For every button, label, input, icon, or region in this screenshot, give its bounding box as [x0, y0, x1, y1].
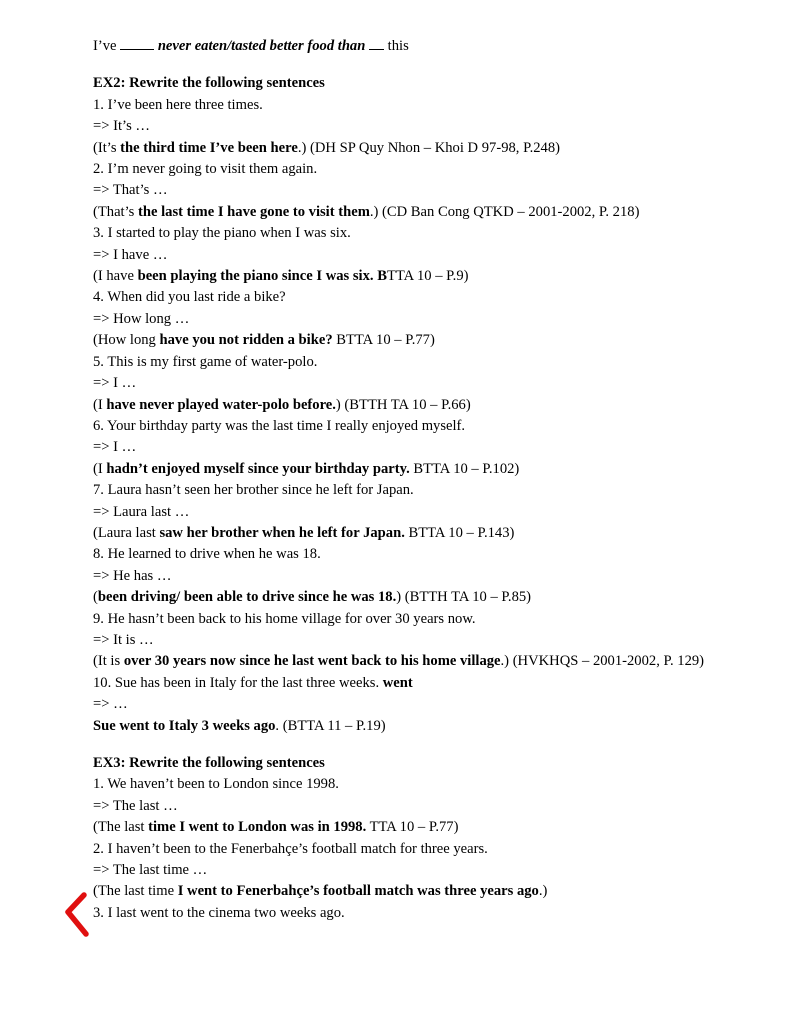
- prompt-line: => The last …: [93, 797, 178, 814]
- bold-text: I went to Fenerbahçe’s football match was three years ago: [177, 883, 539, 900]
- question-line: 4. When did you last ride a bike?: [93, 289, 286, 306]
- text-segment: .) (HVKHQS – 2001-2002, P. 129): [500, 653, 705, 670]
- text-segment: (I have: [93, 268, 138, 285]
- text-segment: .) (CD Ban Cong QTKD – 2001-2002, P. 218): [369, 203, 640, 220]
- document-content: [93, 36, 758, 924]
- text-segment: TTA 10 – P.77): [366, 819, 459, 836]
- text-segment: ) (BTTH TA 10 – P.66): [335, 396, 471, 413]
- answer-line: [93, 587, 758, 608]
- question-line: 6. Your birthday party was the last time I really enjoyed myself.: [93, 417, 466, 434]
- answer-line: [93, 459, 758, 480]
- prompt-line: => I …: [93, 375, 137, 392]
- text-segment: (Laura last: [93, 524, 160, 541]
- text-segment: (It is: [93, 653, 124, 670]
- answer-line: [93, 138, 758, 159]
- ex2-exercise-list: [93, 95, 758, 737]
- text-segment: (I: [93, 460, 107, 477]
- bold-text: time I went to London was in 1998.: [148, 819, 367, 836]
- text-segment: (It’s: [93, 139, 121, 156]
- prompt-line: => I have …: [93, 246, 168, 263]
- answer-line: [93, 330, 758, 351]
- question-line: 1. We haven’t been to London since 1998.: [93, 776, 339, 793]
- prompt-line: => That’s …: [93, 182, 168, 199]
- answer-line: [93, 266, 758, 287]
- bold-text: been driving/ been able to drive since he was 18.: [97, 589, 397, 606]
- text-segment: 10. Sue has been in Italy for the last three weeks.: [93, 674, 383, 691]
- answer-line: [93, 881, 758, 902]
- answer-line: [93, 817, 758, 838]
- question-line: [93, 673, 758, 694]
- prompt-line: => It’s …: [93, 118, 150, 135]
- text-segment: .) (DH SP Quy Nhon – Khoi D 97-98, P.248): [297, 139, 560, 156]
- text-segment: TTA 10 – P.9): [386, 268, 469, 285]
- bold-text: been playing the piano since I was six. B: [137, 268, 387, 285]
- prompt-line: => Laura last …: [93, 503, 190, 520]
- prompt-line: => It is …: [93, 631, 154, 648]
- spacer: [93, 737, 758, 753]
- text-segment: BTTA 10 – P.77): [332, 332, 435, 349]
- question-line: 1. I’ve been here three times.: [93, 96, 263, 113]
- intro-suffix: this: [387, 38, 409, 54]
- question-line: 5. This is my first game of water-polo.: [93, 353, 318, 370]
- text-segment: .): [538, 883, 548, 900]
- answer-line: [93, 395, 758, 416]
- question-line: 3. I started to play the piano when I was six.: [93, 225, 351, 242]
- bold-text: the last time I have gone to visit them: [138, 203, 370, 220]
- bold-text: went: [382, 674, 413, 691]
- spacer: [93, 57, 758, 73]
- intro-line: [93, 36, 758, 57]
- bold-text: the third time I’ve been here: [120, 139, 298, 156]
- prompt-line: => He has …: [93, 567, 172, 584]
- ex2-heading: EX2: Rewrite the following sentences: [93, 75, 325, 92]
- text-segment: (That’s: [93, 203, 138, 220]
- bold-text: have never played water-polo before.: [106, 396, 336, 413]
- bold-text: have you not ridden a bike?: [159, 332, 333, 349]
- text-segment: (How long: [93, 332, 160, 349]
- answer-line: [93, 202, 758, 223]
- question-line: 2. I’m never going to visit them again.: [93, 161, 318, 178]
- question-line: 8. He learned to drive when he was 18.: [93, 546, 321, 563]
- answer-line: [93, 716, 758, 737]
- text-segment: . (BTTA 11 – P.19): [275, 717, 386, 734]
- intro-prefix: I’ve: [93, 38, 117, 54]
- ex3-exercise-list: [93, 774, 758, 924]
- prompt-line: => I …: [93, 439, 137, 456]
- text-segment: (The last: [93, 819, 149, 836]
- answer-line: [93, 523, 758, 544]
- prompt-line: => The last time …: [93, 862, 208, 879]
- bold-text: Sue went to Italy 3 weeks ago: [93, 717, 276, 734]
- text-segment: ) (BTTH TA 10 – P.85): [396, 589, 532, 606]
- text-segment: (: [93, 589, 98, 606]
- blank-line: [120, 37, 154, 50]
- red-chevron-left-mark: [62, 892, 92, 938]
- intro-phrase: never eaten/tasted better food than: [157, 38, 366, 54]
- text-segment: BTTA 10 – P.143): [404, 524, 515, 541]
- text-segment: BTTA 10 – P.102): [409, 460, 520, 477]
- question-line: 2. I haven’t been to the Fenerbahçe’s football match for three years.: [93, 840, 488, 857]
- question-line: 3. I last went to the cinema two weeks ago.: [93, 904, 345, 921]
- ex3-heading: EX3: Rewrite the following sentences: [93, 755, 325, 771]
- prompt-line: => How long …: [93, 310, 190, 327]
- question-line: 7. Laura hasn’t seen her brother since he left for Japan.: [93, 482, 414, 499]
- text-segment: (I: [93, 396, 107, 413]
- text-segment: (The last time: [93, 883, 178, 900]
- answer-line: [93, 651, 758, 672]
- blank-line: [369, 37, 384, 50]
- bold-text: hadn’t enjoyed myself since your birthday party.: [106, 460, 410, 477]
- question-line: 9. He hasn’t been back to his home village for over 30 years now.: [93, 610, 476, 627]
- prompt-line: => …: [93, 696, 128, 713]
- bold-text: saw her brother when he left for Japan.: [159, 524, 405, 541]
- bold-text: over 30 years now since he last went back to his home village: [123, 653, 501, 670]
